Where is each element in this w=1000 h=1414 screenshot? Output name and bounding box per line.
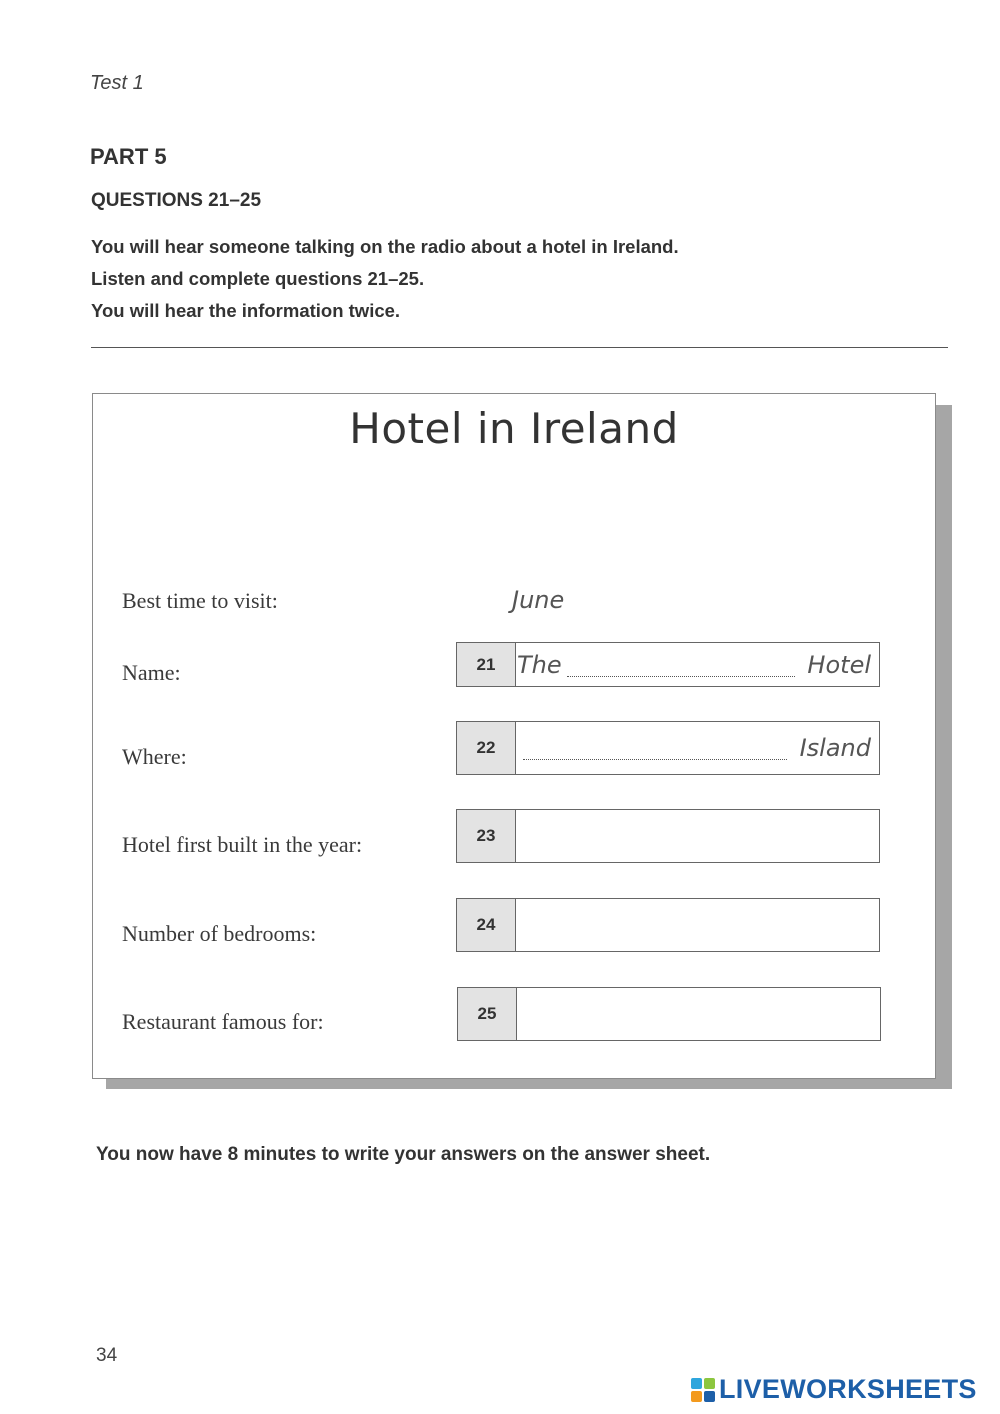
liveworksheets-logo-text: LIVEWORKSHEETS — [719, 1374, 977, 1404]
question-number-21: 21 — [457, 643, 516, 686]
answer-22-blank[interactable] — [523, 759, 787, 760]
instruction-line-2: Listen and complete questions 21–25. — [91, 268, 425, 289]
answer-box-23[interactable] — [456, 809, 880, 863]
question-number-24: 24 — [457, 899, 516, 951]
answer-22-suffix: Island — [799, 734, 871, 762]
question-25-label: Restaurant famous for: — [122, 1009, 324, 1034]
question-number-25: 25 — [458, 988, 517, 1040]
card-title: Hotel in Ireland — [349, 404, 679, 453]
answer-box-21 — [456, 642, 880, 687]
footer-instruction: You now have 8 minutes to write your answers on the answer sheet. — [96, 1144, 711, 1165]
question-23-label: Hotel first built in the year: — [122, 832, 363, 857]
question-number-23: 23 — [457, 810, 516, 862]
answer-box-24[interactable] — [456, 898, 880, 952]
best-time-answer: June — [512, 586, 565, 614]
question-21-label: Name: — [122, 660, 181, 685]
answer-box-25[interactable] — [457, 987, 881, 1041]
liveworksheets-logo-icon — [691, 1378, 715, 1402]
instruction-line-1: You will hear someone talking on the radio about a hotel in Ireland. — [91, 236, 679, 257]
answer-21-prefix: The — [517, 651, 562, 679]
best-time-label: Best time to visit: — [122, 588, 278, 613]
answer-21-suffix: Hotel — [807, 651, 871, 679]
part-title: PART 5 — [90, 144, 167, 169]
question-24-label: Number of bedrooms: — [122, 921, 317, 946]
question-number-22: 22 — [457, 722, 516, 774]
liveworksheets-logo[interactable] — [691, 1374, 977, 1405]
divider-rule — [91, 347, 948, 348]
answer-21-blank[interactable] — [567, 676, 795, 677]
question-22-label: Where: — [122, 744, 187, 769]
test-label: Test 1 — [90, 72, 144, 94]
instruction-line-3: You will hear the information twice. — [91, 300, 401, 321]
answer-box-22 — [456, 721, 880, 775]
page-number: 34 — [96, 1345, 118, 1366]
questions-title: QUESTIONS 21–25 — [91, 190, 262, 211]
